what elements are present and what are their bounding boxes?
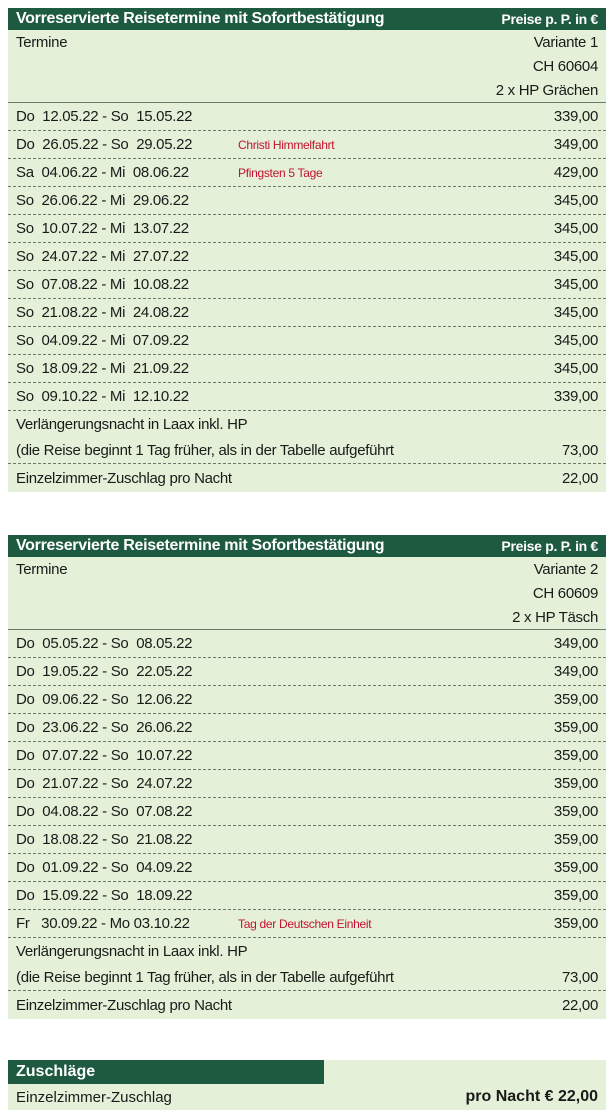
row-dates: So 24.07.22 - Mi 27.07.22 <box>16 248 189 265</box>
single-room-price: 22,00 <box>561 469 598 487</box>
table-row <box>8 686 606 714</box>
row-price: 359,00 <box>553 747 598 764</box>
row-dates: So 18.09.22 - Mi 21.09.22 <box>16 360 189 377</box>
table-row <box>8 187 606 215</box>
row-dates: So 21.08.22 - Mi 24.08.22 <box>16 304 189 321</box>
header-title: Vorreservierte Reisetermine mit Sofortbestätigung <box>16 537 385 554</box>
row-dates: Do 07.07.22 - So 10.07.22 <box>16 747 193 764</box>
table-row <box>8 742 606 770</box>
table-header <box>8 8 606 30</box>
row-dates: So 10.07.22 - Mi 13.07.22 <box>16 220 189 237</box>
table-row <box>8 383 606 411</box>
price-table-variant-2 <box>8 535 606 1019</box>
table-row <box>8 770 606 798</box>
table-row <box>8 658 606 686</box>
row-price: 339,00 <box>553 108 598 125</box>
table-row <box>8 215 606 243</box>
row-dates: Do 21.07.22 - So 24.07.22 <box>16 775 193 792</box>
table-row <box>8 882 606 910</box>
row-price: 359,00 <box>553 803 598 820</box>
board-label: 2 x HP Grächen <box>495 81 598 99</box>
row-price: 345,00 <box>553 192 598 209</box>
extension-night <box>8 938 606 991</box>
row-price: 349,00 <box>553 663 598 680</box>
table-row <box>8 355 606 383</box>
header-price-label: Preise p. P. in € <box>501 538 598 554</box>
row-price: 349,00 <box>553 635 598 652</box>
surcharges-section <box>8 1060 606 1110</box>
row-dates: Do 18.08.22 - So 21.08.22 <box>16 831 193 848</box>
table-row <box>8 910 606 938</box>
table-row <box>8 131 606 159</box>
single-room-row <box>8 991 606 1019</box>
row-holiday-note: Pfingsten 5 Tage <box>238 165 323 180</box>
row-price: 359,00 <box>553 831 598 848</box>
table-row <box>8 299 606 327</box>
termine-label: Termine <box>16 560 68 578</box>
price-table-variant-1 <box>8 8 606 492</box>
row-price: 339,00 <box>553 388 598 405</box>
row-price: 345,00 <box>553 360 598 377</box>
table-row <box>8 327 606 355</box>
single-room-row <box>8 464 606 492</box>
table-row <box>8 271 606 299</box>
extension-price: 73,00 <box>561 968 598 986</box>
surcharges-title: Zuschläge <box>8 1060 324 1084</box>
row-price: 345,00 <box>553 332 598 349</box>
termine-label: Termine <box>16 33 68 51</box>
table-row <box>8 159 606 187</box>
row-dates: Do 26.05.22 - So 29.05.22 <box>16 136 193 153</box>
variant-label: Variante 1 <box>533 33 598 51</box>
row-dates: So 26.06.22 - Mi 29.06.22 <box>16 192 189 209</box>
row-price: 345,00 <box>553 220 598 237</box>
row-dates: So 09.10.22 - Mi 12.10.22 <box>16 388 189 405</box>
row-price: 345,00 <box>553 304 598 321</box>
header-title: Vorreservierte Reisetermine mit Sofortbestätigung <box>16 10 385 27</box>
single-room-label: Einzelzimmer-Zuschlag pro Nacht <box>16 996 232 1014</box>
row-price: 345,00 <box>553 276 598 293</box>
table-row <box>8 714 606 742</box>
row-dates: Do 19.05.22 - So 22.05.22 <box>16 663 193 680</box>
table-row <box>8 798 606 826</box>
row-price: 359,00 <box>553 859 598 876</box>
single-room-price: 22,00 <box>561 996 598 1014</box>
row-dates: Do 15.09.22 - So 18.09.22 <box>16 887 193 904</box>
row-dates: Do 04.08.22 - So 07.08.22 <box>16 803 193 820</box>
row-dates: Do 12.05.22 - So 15.05.22 <box>16 108 193 125</box>
trip-code: CH 60604 <box>532 57 598 75</box>
table-row <box>8 103 606 131</box>
table-row <box>8 854 606 882</box>
row-holiday-note: Christi Himmelfahrt <box>238 137 335 152</box>
date-rows <box>8 103 606 411</box>
row-price: 359,00 <box>553 775 598 792</box>
table-row <box>8 243 606 271</box>
variant-label: Variante 2 <box>533 560 598 578</box>
row-price: 429,00 <box>553 164 598 181</box>
row-dates: Do 05.05.22 - So 08.05.22 <box>16 635 193 652</box>
row-price: 349,00 <box>553 136 598 153</box>
surcharge-row <box>8 1084 606 1110</box>
table-header <box>8 535 606 557</box>
row-price: 359,00 <box>553 887 598 904</box>
board-label: 2 x HP Täsch <box>512 608 598 626</box>
surcharge-value: pro Nacht € 22,00 <box>465 1088 598 1105</box>
single-room-label: Einzelzimmer-Zuschlag pro Nacht <box>16 469 232 487</box>
trip-code: CH 60609 <box>532 584 598 602</box>
extension-note: (die Reise beginnt 1 Tag früher, als in der Tabelle aufgeführt <box>16 441 394 459</box>
extension-night <box>8 411 606 464</box>
surcharge-label: Einzelzimmer-Zuschlag <box>16 1088 172 1106</box>
row-dates: So 07.08.22 - Mi 10.08.22 <box>16 276 189 293</box>
extension-price: 73,00 <box>561 441 598 459</box>
row-dates: Do 23.06.22 - So 26.06.22 <box>16 719 193 736</box>
date-rows <box>8 630 606 938</box>
extension-label: Verlängerungsnacht in Laax inkl. HP <box>16 415 248 433</box>
row-dates: Fr 30.09.22 - Mo 03.10.22 <box>16 915 190 932</box>
row-dates: Do 09.06.22 - So 12.06.22 <box>16 691 193 708</box>
column-header <box>8 30 606 103</box>
row-price: 359,00 <box>553 915 598 932</box>
column-header <box>8 557 606 630</box>
table-row <box>8 826 606 854</box>
extension-note: (die Reise beginnt 1 Tag früher, als in der Tabelle aufgeführt <box>16 968 394 986</box>
row-dates: So 04.09.22 - Mi 07.09.22 <box>16 332 189 349</box>
row-holiday-note: Tag der Deutschen Einheit <box>238 916 372 931</box>
row-price: 359,00 <box>553 719 598 736</box>
header-price-label: Preise p. P. in € <box>501 11 598 27</box>
row-dates: Sa 04.06.22 - Mi 08.06.22 <box>16 164 189 181</box>
row-price: 359,00 <box>553 691 598 708</box>
row-price: 345,00 <box>553 248 598 265</box>
row-dates: Do 01.09.22 - So 04.09.22 <box>16 859 193 876</box>
extension-label: Verlängerungsnacht in Laax inkl. HP <box>16 942 248 960</box>
table-row <box>8 630 606 658</box>
